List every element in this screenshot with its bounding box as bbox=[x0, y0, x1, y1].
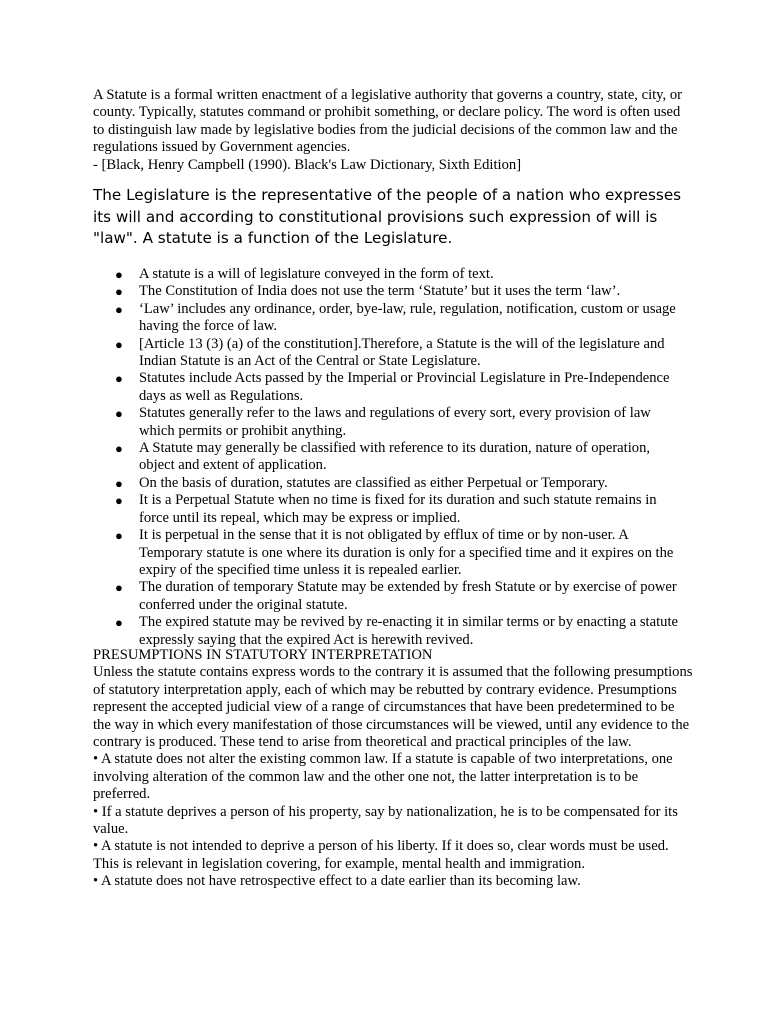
list-item-text: The duration of temporary Statute may be extended by fresh Statute or by exercise of power conferred under the original statute. bbox=[139, 579, 677, 613]
list-item bbox=[93, 283, 685, 300]
list-item-text: [Article 13 (3) (a) of the constitution].Therefore, a Statute is the will of the legislature and Indian Statute is an Act of the Central or State Legislature. bbox=[139, 335, 665, 370]
list-item bbox=[93, 579, 685, 614]
list-item-text: It is a Perpetual Statute when no time is fixed for its duration and such statute remains in force until its repeal, which may be express or implied. bbox=[139, 492, 657, 526]
list-item bbox=[93, 370, 685, 405]
list-item-text: It is perpetual in the sense that it is not obligated by efflux of time or by non-user. A Temporary statute is one where its duration is only for a specified time and it expires on the expiry of the specified time unless it is repealed earlier. bbox=[139, 527, 674, 578]
list-item bbox=[93, 492, 685, 527]
bullet-icon: ● bbox=[115, 493, 123, 509]
list-item-text: On the basis of duration, statutes are classified as either Perpetual or Temporary. bbox=[139, 474, 608, 491]
bullet-icon: ● bbox=[115, 475, 123, 491]
bullet-icon: ● bbox=[115, 301, 123, 317]
list-item bbox=[93, 440, 685, 475]
bullet-icon: ● bbox=[115, 267, 123, 282]
bullet-icon: ● bbox=[115, 528, 123, 544]
list-item-text: Statutes generally refer to the laws and regulations of every sort, every provision of law which permits or prohibit anything. bbox=[139, 405, 651, 439]
presumption-item: • A statute is not intended to deprive a person of his liberty. If it does so, clear words must be used. This is relevant in legislation covering, for example, mental health and immigration. bbox=[93, 838, 669, 872]
list-item-text: The expired statute may be revived by re-enacting it in similar terms or by enacting a statute expressly saying that the expired Act is herewith revived. bbox=[139, 614, 678, 648]
list-item bbox=[93, 336, 685, 371]
bullet-icon: ● bbox=[115, 406, 123, 422]
bullet-icon: ● bbox=[115, 371, 123, 387]
bullet-icon: ● bbox=[115, 441, 123, 457]
legislature-paragraph: The Legislature is the representative of the people of a nation who expresses its will and according to constitutional provisions such expression of will is "law". A statute is a function of the Legislature. bbox=[93, 186, 682, 247]
list-item-text: ‘Law’ includes any ordinance, order, bye-law, rule, regulation, notification, custom or usage having the force of law. bbox=[139, 300, 676, 335]
list-item bbox=[93, 614, 685, 649]
statute-definition-block bbox=[93, 87, 685, 174]
list-item bbox=[93, 527, 685, 579]
bullet-icon: ● bbox=[115, 580, 123, 596]
section-heading: PRESUMPTIONS IN STATUTORY INTERPRETATION bbox=[93, 647, 433, 663]
presumptions-intro: Unless the statute contains express words to the contrary it is assumed that the following presumptions of statutory interpretation apply, each of which may be rebutted by contrary evidence. Presumptions represent the accepted judicial view of a range of circumstances that have been predetermined to be the way in which every manifestation of those circumstances will be viewed, until any evidence to the contrary is produced. These tend to arise from theoretical and practical principles of the law. bbox=[93, 664, 693, 751]
bullet-icon: ● bbox=[115, 284, 123, 300]
list-item-text: A statute is a will of legislature conveyed in the form of text. bbox=[139, 266, 494, 282]
statute-bullet-list bbox=[93, 266, 685, 649]
list-item bbox=[93, 475, 685, 492]
presumptions-section bbox=[93, 647, 693, 891]
presumption-item: • If a statute deprives a person of his property, say by nationalization, he is to be compensated for its value. bbox=[93, 803, 678, 838]
list-item-text: Statutes include Acts passed by the Imperial or Provincial Legislature in Pre-Independence days as well as Regulations. bbox=[139, 370, 670, 404]
statute-definition-text: A Statute is a formal written enactment of a legislative authority that governs a country, state, city, or county. Typically, statutes command or prohibit something, or declare policy. The word is often used to distinguish law made by legislative bodies from the judicial decisions of the common law and the regulations issued by Government agencies. bbox=[93, 87, 682, 156]
list-item bbox=[93, 301, 685, 336]
presumption-item: • A statute does not have retrospective effect to a date earlier than its becoming law. bbox=[93, 873, 581, 890]
bullet-icon: ● bbox=[115, 336, 123, 352]
list-item-text: A Statute may generally be classified with reference to its duration, nature of operation, object and extent of application. bbox=[139, 440, 651, 474]
definition-citation: - [Black, Henry Campbell (1990). Black's Law Dictionary, Sixth Edition] bbox=[93, 156, 522, 173]
bullet-icon: ● bbox=[115, 615, 123, 631]
list-item bbox=[93, 266, 685, 283]
presumption-item: • A statute does not alter the existing common law. If a statute is capable of two interpretations, one involving alteration of the common law and the other one not, the latter interpretation is to be preferred. bbox=[93, 751, 673, 803]
list-item bbox=[93, 405, 685, 440]
list-item-text: The Constitution of India does not use the term ‘Statute’ but it uses the term ‘law’. bbox=[139, 283, 621, 300]
